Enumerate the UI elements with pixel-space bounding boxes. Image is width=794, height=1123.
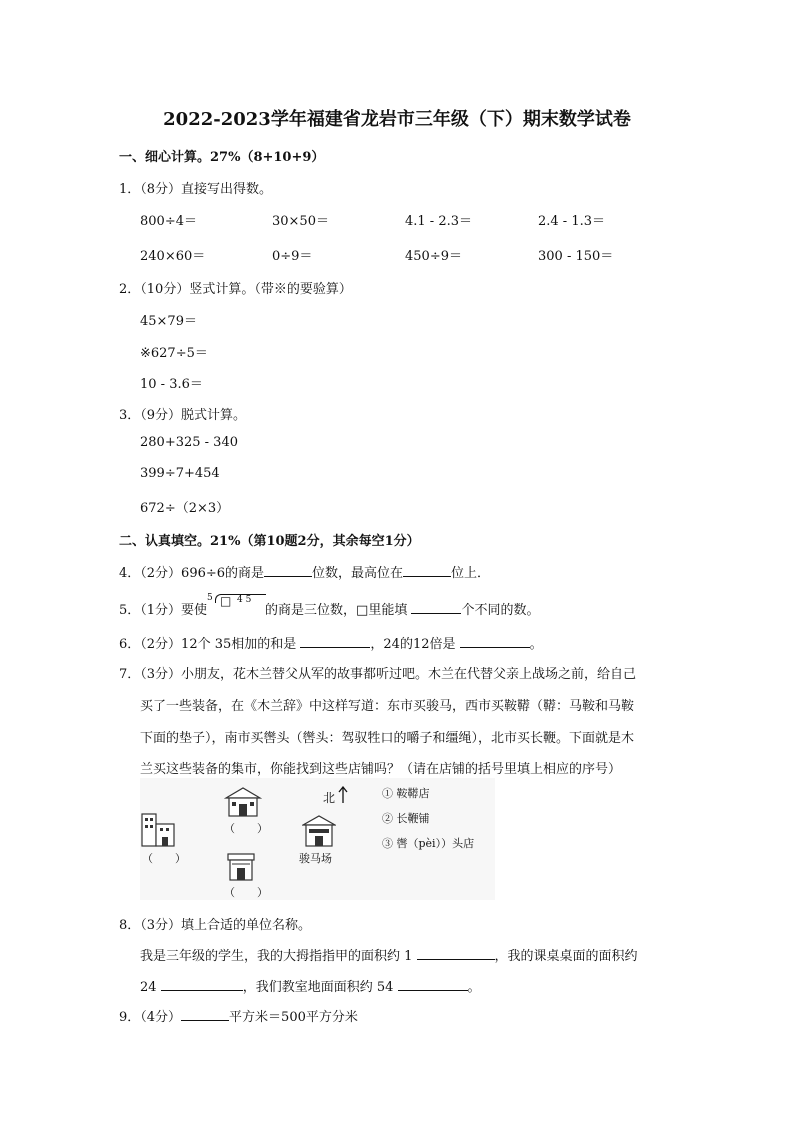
q1-item: 800÷4＝ xyxy=(140,214,197,229)
q2-item: 45×79＝ xyxy=(140,314,197,329)
answer-blank[interactable] xyxy=(417,946,495,960)
q3-item: 399÷7+454 xyxy=(140,466,220,481)
question-9 xyxy=(119,1006,358,1025)
question-8-heading: 8．（3分）填上合适的单位名称。 xyxy=(119,918,312,933)
q6-text-b: ，24的12倍是 xyxy=(370,637,456,652)
digit-box: □ xyxy=(220,594,232,608)
answer-blank[interactable] xyxy=(161,977,243,991)
section-1-heading: 一、细心计算。27%（8+10+9） xyxy=(119,150,325,165)
building-north-icon xyxy=(224,786,262,818)
north-label: 北 xyxy=(323,791,336,805)
q6-text-c: 。 xyxy=(529,637,543,652)
q1-item: 4.1 - 2.3＝ xyxy=(405,214,473,229)
answer-blank[interactable] xyxy=(300,634,370,648)
question-5 xyxy=(119,593,540,618)
answer-blank[interactable] xyxy=(411,600,461,614)
q5-text-c: 个不同的数。 xyxy=(461,603,540,618)
answer-blank[interactable] xyxy=(264,563,312,577)
q8-text-c: 24 xyxy=(140,980,157,995)
q4-text-b: 位数，最高位在 xyxy=(312,566,404,581)
legend-item: ② 长鞭铺 xyxy=(382,812,430,825)
question-7-line: 买了一些装备，在《木兰辞》中这样写道：东市买骏马，西市买鞍鞯（鞯：马鞍和马鞍 xyxy=(140,699,635,714)
q1-item: 240×60＝ xyxy=(140,249,206,264)
long-division-icon xyxy=(207,593,265,616)
horse-market-label: 骏马场 xyxy=(299,852,332,865)
question-8-line xyxy=(140,945,638,964)
question-7-line: 下面的垫子），南市买辔头（辔头：驾驭牲口的嚼子和缰绳），北市买长鞭。下面就是木 xyxy=(140,731,635,746)
answer-blank[interactable] xyxy=(398,977,468,991)
question-1-heading: 1．（8分）直接写出得数。 xyxy=(119,182,273,197)
q2-item: 10 - 3.6＝ xyxy=(140,377,203,392)
q4-text-c: 位上． xyxy=(451,566,491,581)
q9-text-b: 平方米＝500平方分米 xyxy=(229,1010,358,1025)
q4-text-a: 4．（2分）696÷6的商是 xyxy=(119,566,265,581)
question-4 xyxy=(119,562,490,581)
page-title: 2022-2023学年福建省龙岩市三年级（下）期末数学试卷 xyxy=(163,109,631,130)
question-3-heading: 3．（9分）脱式计算。 xyxy=(119,408,247,423)
q9-text-a: 9．（4分） xyxy=(119,1010,182,1025)
north-arrow-icon xyxy=(338,786,348,804)
dividend-digits: 4 5 xyxy=(237,595,252,605)
q8-text-a: 我是三年级的学生，我的大拇指指甲的面积约 1 xyxy=(140,949,413,964)
market-map-figure xyxy=(140,778,495,900)
q6-text-a: 6．（2分）12个 35相加的和是 xyxy=(119,637,297,652)
answer-blank[interactable] xyxy=(403,563,451,577)
question-7-line: 兰买这些装备的集市，你能找到这些店铺吗？（请在店铺的括号里填上相应的序号） xyxy=(140,762,622,777)
legend-item: ③ 辔（pèi））头店 xyxy=(382,837,475,850)
question-7-line: 7．（3分）小朋友，花木兰替父从军的故事都听过吧。木兰在代替父亲上战场之前，给自己 xyxy=(119,667,637,682)
q8-text-e: 。 xyxy=(467,980,481,995)
q3-item: 280+325 - 340 xyxy=(140,435,238,450)
question-8-line xyxy=(140,976,481,995)
parenthesis-north[interactable]: （ ） xyxy=(224,822,268,835)
q1-item: 0÷9＝ xyxy=(272,249,313,264)
question-6 xyxy=(119,633,543,652)
q8-text-b: ，我的课桌桌面的面积约 xyxy=(494,949,638,964)
section-2-heading: 二、认真填空。21%（第10题2分，其余每空1分） xyxy=(119,534,420,549)
question-2-heading: 2．（10分）竖式计算。（带※的要验算） xyxy=(119,282,352,297)
horse-market-icon xyxy=(302,814,336,848)
q1-item: 2.4 - 1.3＝ xyxy=(538,214,606,229)
answer-blank[interactable] xyxy=(460,634,530,648)
parenthesis-south[interactable]: （ ） xyxy=(224,886,268,899)
q8-text-d: ，我们教室地面面积约 54 xyxy=(242,980,394,995)
parenthesis-west[interactable]: （ ） xyxy=(142,852,186,865)
answer-blank[interactable] xyxy=(181,1007,229,1021)
q1-item: 450÷9＝ xyxy=(405,249,462,264)
q5-text-a: 5．（1分）要使 xyxy=(119,603,208,618)
q1-item: 30×50＝ xyxy=(272,214,329,229)
legend-item: ① 鞍鞯店 xyxy=(382,787,430,800)
q5-text-b: 的商是三位数，□里能填 xyxy=(265,603,408,618)
q2-item: ※627÷5＝ xyxy=(140,346,208,361)
building-west-icon xyxy=(140,810,178,848)
q1-item: 300 - 150＝ xyxy=(538,249,614,264)
q3-item: 672÷（2×3） xyxy=(140,501,230,516)
building-south-icon xyxy=(226,852,256,882)
divisor: 5 xyxy=(207,593,213,603)
